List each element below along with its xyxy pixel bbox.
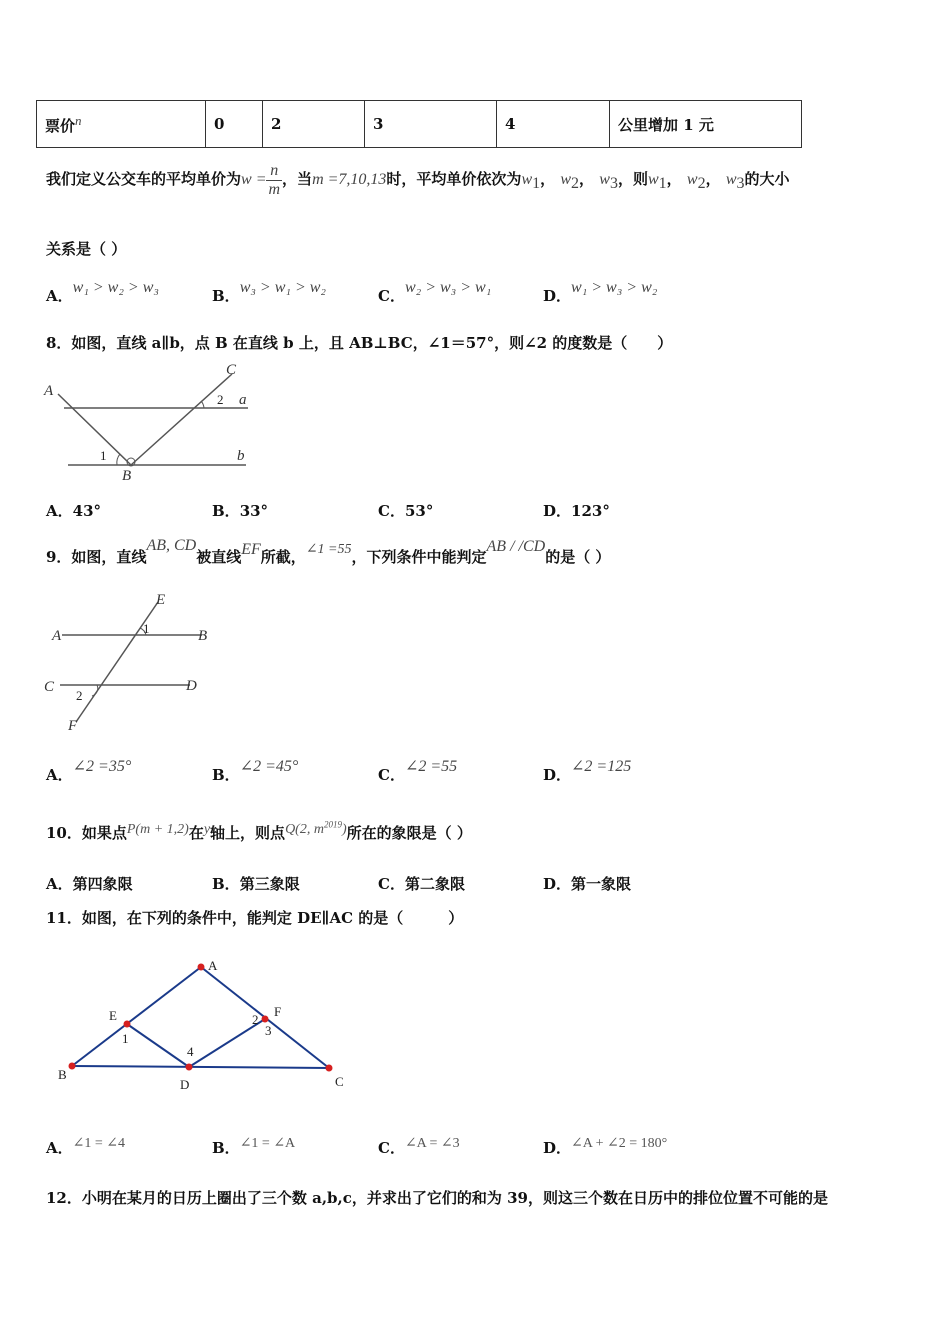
q11-option-b[interactable]: B．∠1 = ∠A <box>212 1136 296 1157</box>
q11-figure <box>50 955 360 1095</box>
label-angle-3: 3 <box>265 1023 272 1038</box>
table-cell: 2 <box>263 101 365 148</box>
q7-option-b[interactable]: B．w₃ > w₁ > w₂ <box>212 279 326 305</box>
point-a <box>198 964 205 971</box>
q9-option-a[interactable]: A．∠2 =35° <box>46 758 132 784</box>
q8-option-d[interactable]: D．123° <box>543 502 610 520</box>
q7-stem-line2: 关系是（ ） <box>46 240 127 258</box>
label-e-point: E <box>109 1008 117 1023</box>
label-angle-4: 4 <box>187 1044 194 1059</box>
table-row <box>37 101 802 148</box>
label-d-point: D <box>186 678 197 694</box>
q9-option-c[interactable]: C．∠2 =55 <box>378 758 458 784</box>
table-cell: 公里增加 1 元 <box>610 101 802 148</box>
fare-table <box>36 100 802 148</box>
label-c-point: C <box>335 1074 344 1089</box>
point-b <box>69 1063 76 1070</box>
segment-bc <box>72 1066 329 1068</box>
label-b-point: B <box>198 628 208 644</box>
q10-option-b[interactable]: B．第三象限 <box>212 875 300 893</box>
point-e <box>124 1021 131 1028</box>
angle-2-arc <box>201 401 204 408</box>
segment-bc <box>131 374 232 465</box>
q10-stem: 10．如果点P(m + 1,2)在y轴上，则点Q(2, $m^{2019}$)所在的象限是（ ） <box>46 819 472 842</box>
q7-option-c[interactable]: C．w₂ > w₃ > w₁ <box>378 279 492 305</box>
table-cell: 0 <box>206 101 263 148</box>
label-b-point: B <box>58 1067 67 1082</box>
q9-option-d[interactable]: D．∠2 =125 <box>543 758 632 784</box>
q7-stem: 我们定义公交车的平均单价为w = $\frac{n}{m}$ ，当m =7,10,13时，平均单价依次为$w_1$， $w_2$， $w_3$，则$w_1$， $w_2$， $w_3$的大小 <box>46 162 790 198</box>
label-angle-2: 2 <box>252 1012 259 1027</box>
q9-stem: 9．如图，直线AB, CD被直线EF所截，∠1 =55，下列条件中能判定AB / /CD的是（ ） <box>46 537 611 566</box>
point-d <box>186 1064 193 1071</box>
q8-option-b[interactable]: B．33° <box>212 502 269 520</box>
label-f-point: F <box>274 1004 282 1019</box>
point-c <box>326 1065 333 1072</box>
label-c-point: C <box>226 362 237 378</box>
q7-option-d[interactable]: D．w₁ > w₃ > w₂ <box>543 279 658 305</box>
q10-option-d[interactable]: D．第一象限 <box>543 875 632 893</box>
q9-figure <box>40 590 230 738</box>
label-e-point: E <box>156 592 166 608</box>
q8-stem: 8．如图，直线 a∥b，点 B 在直线 b 上，且 AB⊥BC，∠1＝57°，则∠2 的度数是（ ） <box>46 334 673 352</box>
label-b-point: B <box>122 468 132 484</box>
line-ef <box>76 602 158 722</box>
q10-option-c[interactable]: C．第二象限 <box>378 875 465 893</box>
q11-option-d[interactable]: D．∠A + ∠2 = 180° <box>543 1136 668 1157</box>
q8-figure <box>40 358 260 488</box>
label-d-point: D <box>180 1077 190 1092</box>
label-angle-1: 1 <box>122 1031 129 1046</box>
q11-option-a[interactable]: A．∠1 = ∠4 <box>46 1136 125 1157</box>
q11-stem: 11．如图，在下列的条件中，能判定 DE∥AC 的是（ ） <box>46 909 464 927</box>
segment-ed <box>127 1024 189 1067</box>
table-cell: 4 <box>497 101 610 148</box>
label-angle-2: 2 <box>217 392 224 407</box>
label-line-b: b <box>237 448 245 464</box>
q12-stem: 12．小明在某月的日历上圈出了三个数 a,b,c，并求出了它们的和为 39，则这三个数在日历中的排位位置不可能的是 <box>46 1189 828 1207</box>
q10-option-a[interactable]: A．第四象限 <box>46 875 133 893</box>
label-c-point: C <box>44 679 55 695</box>
q8-option-a[interactable]: A．43° <box>46 502 102 520</box>
q7-option-a[interactable]: A．w₁ > w₂ > w₃ <box>46 279 159 305</box>
table-cell: 票价$^n$ <box>37 101 206 148</box>
q9-option-b[interactable]: B．∠2 =45° <box>212 758 299 784</box>
label-f-point: F <box>68 718 78 734</box>
label-line-a: a <box>239 392 247 408</box>
segment-ab <box>72 967 201 1066</box>
table-cell: 3 <box>365 101 497 148</box>
label-a-point: A <box>52 628 62 644</box>
q11-option-c[interactable]: C．∠A = ∠3 <box>378 1136 460 1157</box>
label-a-point: A <box>208 958 218 973</box>
label-a-point: A <box>44 383 54 399</box>
q8-option-c[interactable]: C．53° <box>378 502 434 520</box>
angle-1-arc <box>117 454 120 465</box>
point-f <box>262 1016 269 1023</box>
label-angle-1: 1 <box>143 621 150 636</box>
label-angle-2: 2 <box>76 688 83 703</box>
label-angle-1: 1 <box>100 448 107 463</box>
